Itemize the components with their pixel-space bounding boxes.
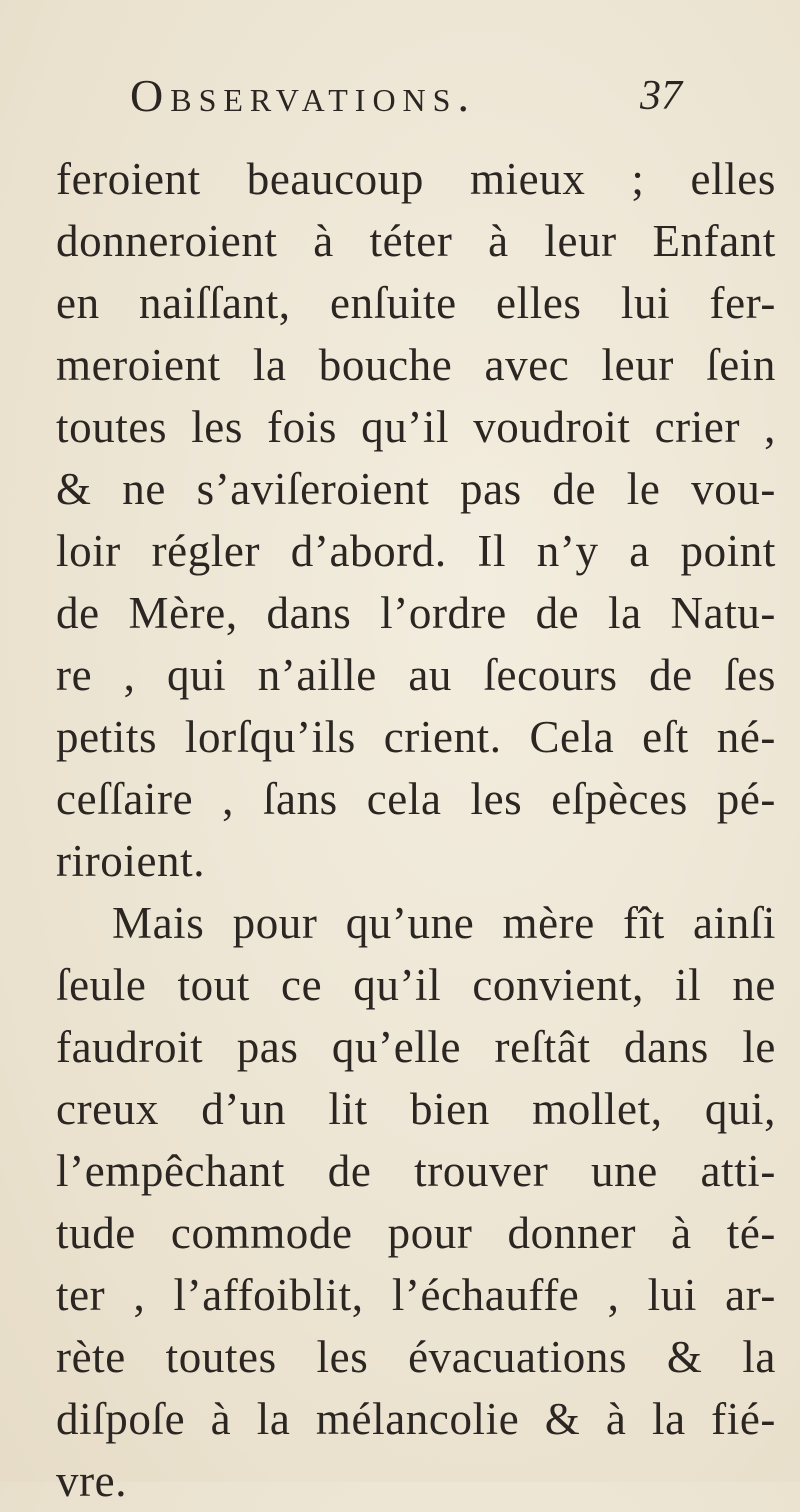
- text-line: meroient la bouche avec leur ſein: [56, 340, 776, 390]
- text-line: ter , l’affoiblit, l’échauffe , lui ar-: [56, 1270, 776, 1320]
- running-title: Observations.: [130, 70, 476, 121]
- text-line: diſpoſe à la mélancolie & à la fié-: [56, 1394, 776, 1444]
- text-line: faudroit pas qu’elle reſtât dans le: [56, 1022, 776, 1072]
- text-line: ſeule tout ce qu’il convient, il ne: [56, 960, 776, 1010]
- page-number: 37: [640, 73, 682, 119]
- text-line: de Mère, dans l’ordre de la Natu-: [56, 588, 776, 638]
- text-line: Mais pour qu’une mère fît ainſi: [112, 898, 776, 948]
- text-line: ceſſaire , ſans cela les eſpèces pé-: [56, 774, 776, 824]
- text-line: toutes les fois qu’il voudroit crier ,: [56, 402, 776, 452]
- text-line: tude commode pour donner à té-: [56, 1208, 776, 1258]
- text-line: rète toutes les évacuations & la: [56, 1332, 776, 1382]
- text-line: l’empêchant de trouver une atti-: [56, 1146, 776, 1196]
- body-text: [56, 148, 776, 1512]
- text-line: petits lorſqu’ils crient. Cela eſt né-: [56, 712, 776, 762]
- running-head: [130, 66, 770, 136]
- text-line: riroient.: [56, 836, 206, 886]
- text-line: vre.: [56, 1456, 128, 1506]
- text-line: loir régler d’abord. Il n’y a point: [56, 526, 776, 576]
- text-line: feroient beaucoup mieux ; elles: [56, 154, 776, 204]
- text-line: re , qui n’aille au ſecours de ſes: [56, 650, 776, 700]
- text-line: en naiſſant, enſuite elles lui fer-: [56, 278, 776, 328]
- text-line: & ne s’aviſeroient pas de le vou-: [56, 464, 776, 514]
- text-line: creux d’un lit bien mollet, qui,: [56, 1084, 776, 1134]
- text-line: donneroient à téter à leur Enfant: [56, 216, 776, 266]
